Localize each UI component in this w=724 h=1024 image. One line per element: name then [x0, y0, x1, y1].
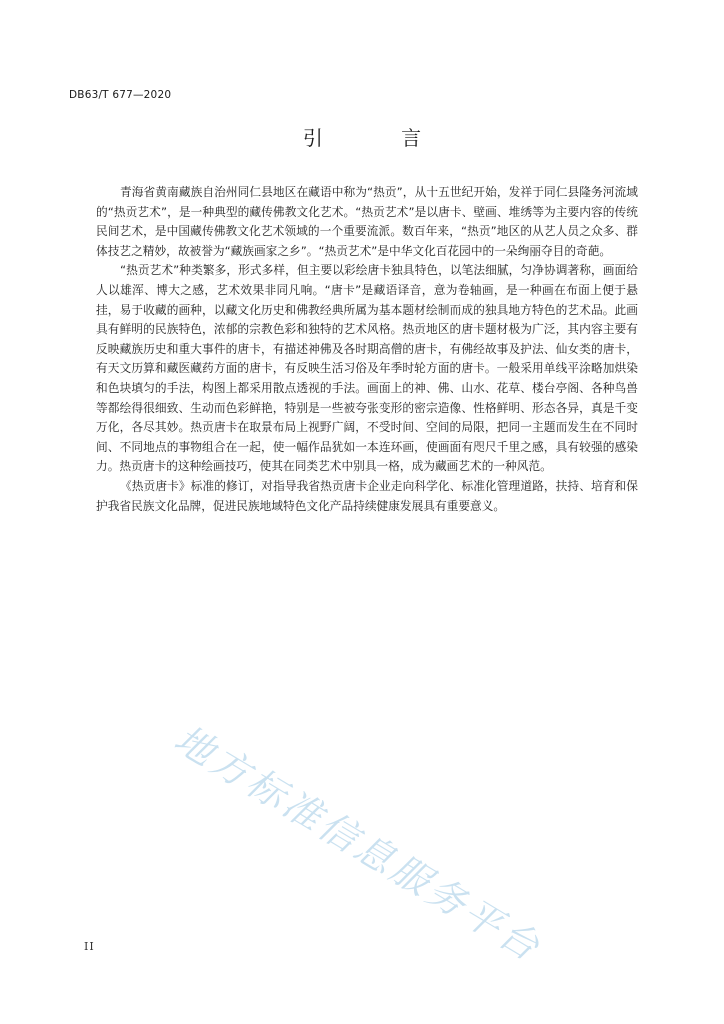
paragraph-standard-significance: 《热贡唐卡》标准的修订，对指导我省热贡唐卡企业走向科学化、标准化管理道路，扶持、培育和保护我省民族文化品牌，促进民族地域特色文化产品持续健康发展具有重要意义。: [96, 478, 638, 513]
page-number: II: [84, 940, 95, 953]
watermark: 地方标准信息服务平台: [166, 716, 550, 971]
paragraph-thangka-description: “热贡艺术”种类繁多，形式多样，但主要以彩绘唐卡独具特色，以笔法细腻，匀净协调著称，画面给人以雄浑、博大之感，艺术效果非同凡响。“唐卡”是藏语译音，意为卷轴画，是一种画在布面上便于悬挂，易于收藏的画种，以藏文化历史和佛教经典所属为基本题材绘制而成的独具地方特色的艺术品。此画具有鲜明的民族特色，浓郁的宗教色彩和独特的艺术风格。热贡地区的唐卡题材极为广泛，其内容主要有反映藏族历史和重大事件的唐卡，有描述神佛及各时期高僧的唐卡，有佛经故事及护法、仙女类的唐卡，有天文历算和藏医藏药方面的唐卡，有反映生活习俗及年季时轮方面的唐卡。一般采用单线平涂略加烘染和色块填匀的手法，构图上都采用散点透视的手法。画面上的神、佛、山水、花草、楼台亭阁、各种鸟兽等都绘得很细致、生动而色彩鲜艳，特别是一些被夸张变形的密宗造像、性格鲜明、形态各异，真是千变万化，各尽其妙。热贡唐卡在取景布局上视野广阔，不受时间、空间的局限，把同一主题而发生在不同时间、不同地点的事物组合在一起，使一幅作品犹如一本连环画，使画面有咫尺千里之感，具有较强的感染力。热贡唐卡的这种绘画技巧，使其在同类艺术中别具一格，成为藏画艺术的一种风范。: [96, 263, 638, 474]
document-body: [96, 183, 638, 516]
standard-code: DB63/T 677—2020: [69, 89, 172, 101]
paragraph-intro: 青海省黄南藏族自治州同仁县地区在藏语中称为“热贡”，从十五世纪开始，发祥于同仁县隆务河流域的“热贡艺术”，是一种典型的藏传佛教文化艺术。“热贡艺术”是以唐卡、壁画、堆绣等为主要内容的传统民间艺术，是中国藏传佛教文化艺术领域的一个重要流派。数百年来，“热贡”地区的从艺人员之众多、群体技艺之精妙，故被誉为“藏族画家之乡”。“热贡艺术”是中华文化百花园中的一朵绚丽夺目的奇葩。: [96, 185, 638, 258]
page-title: 引 言: [302, 126, 458, 150]
